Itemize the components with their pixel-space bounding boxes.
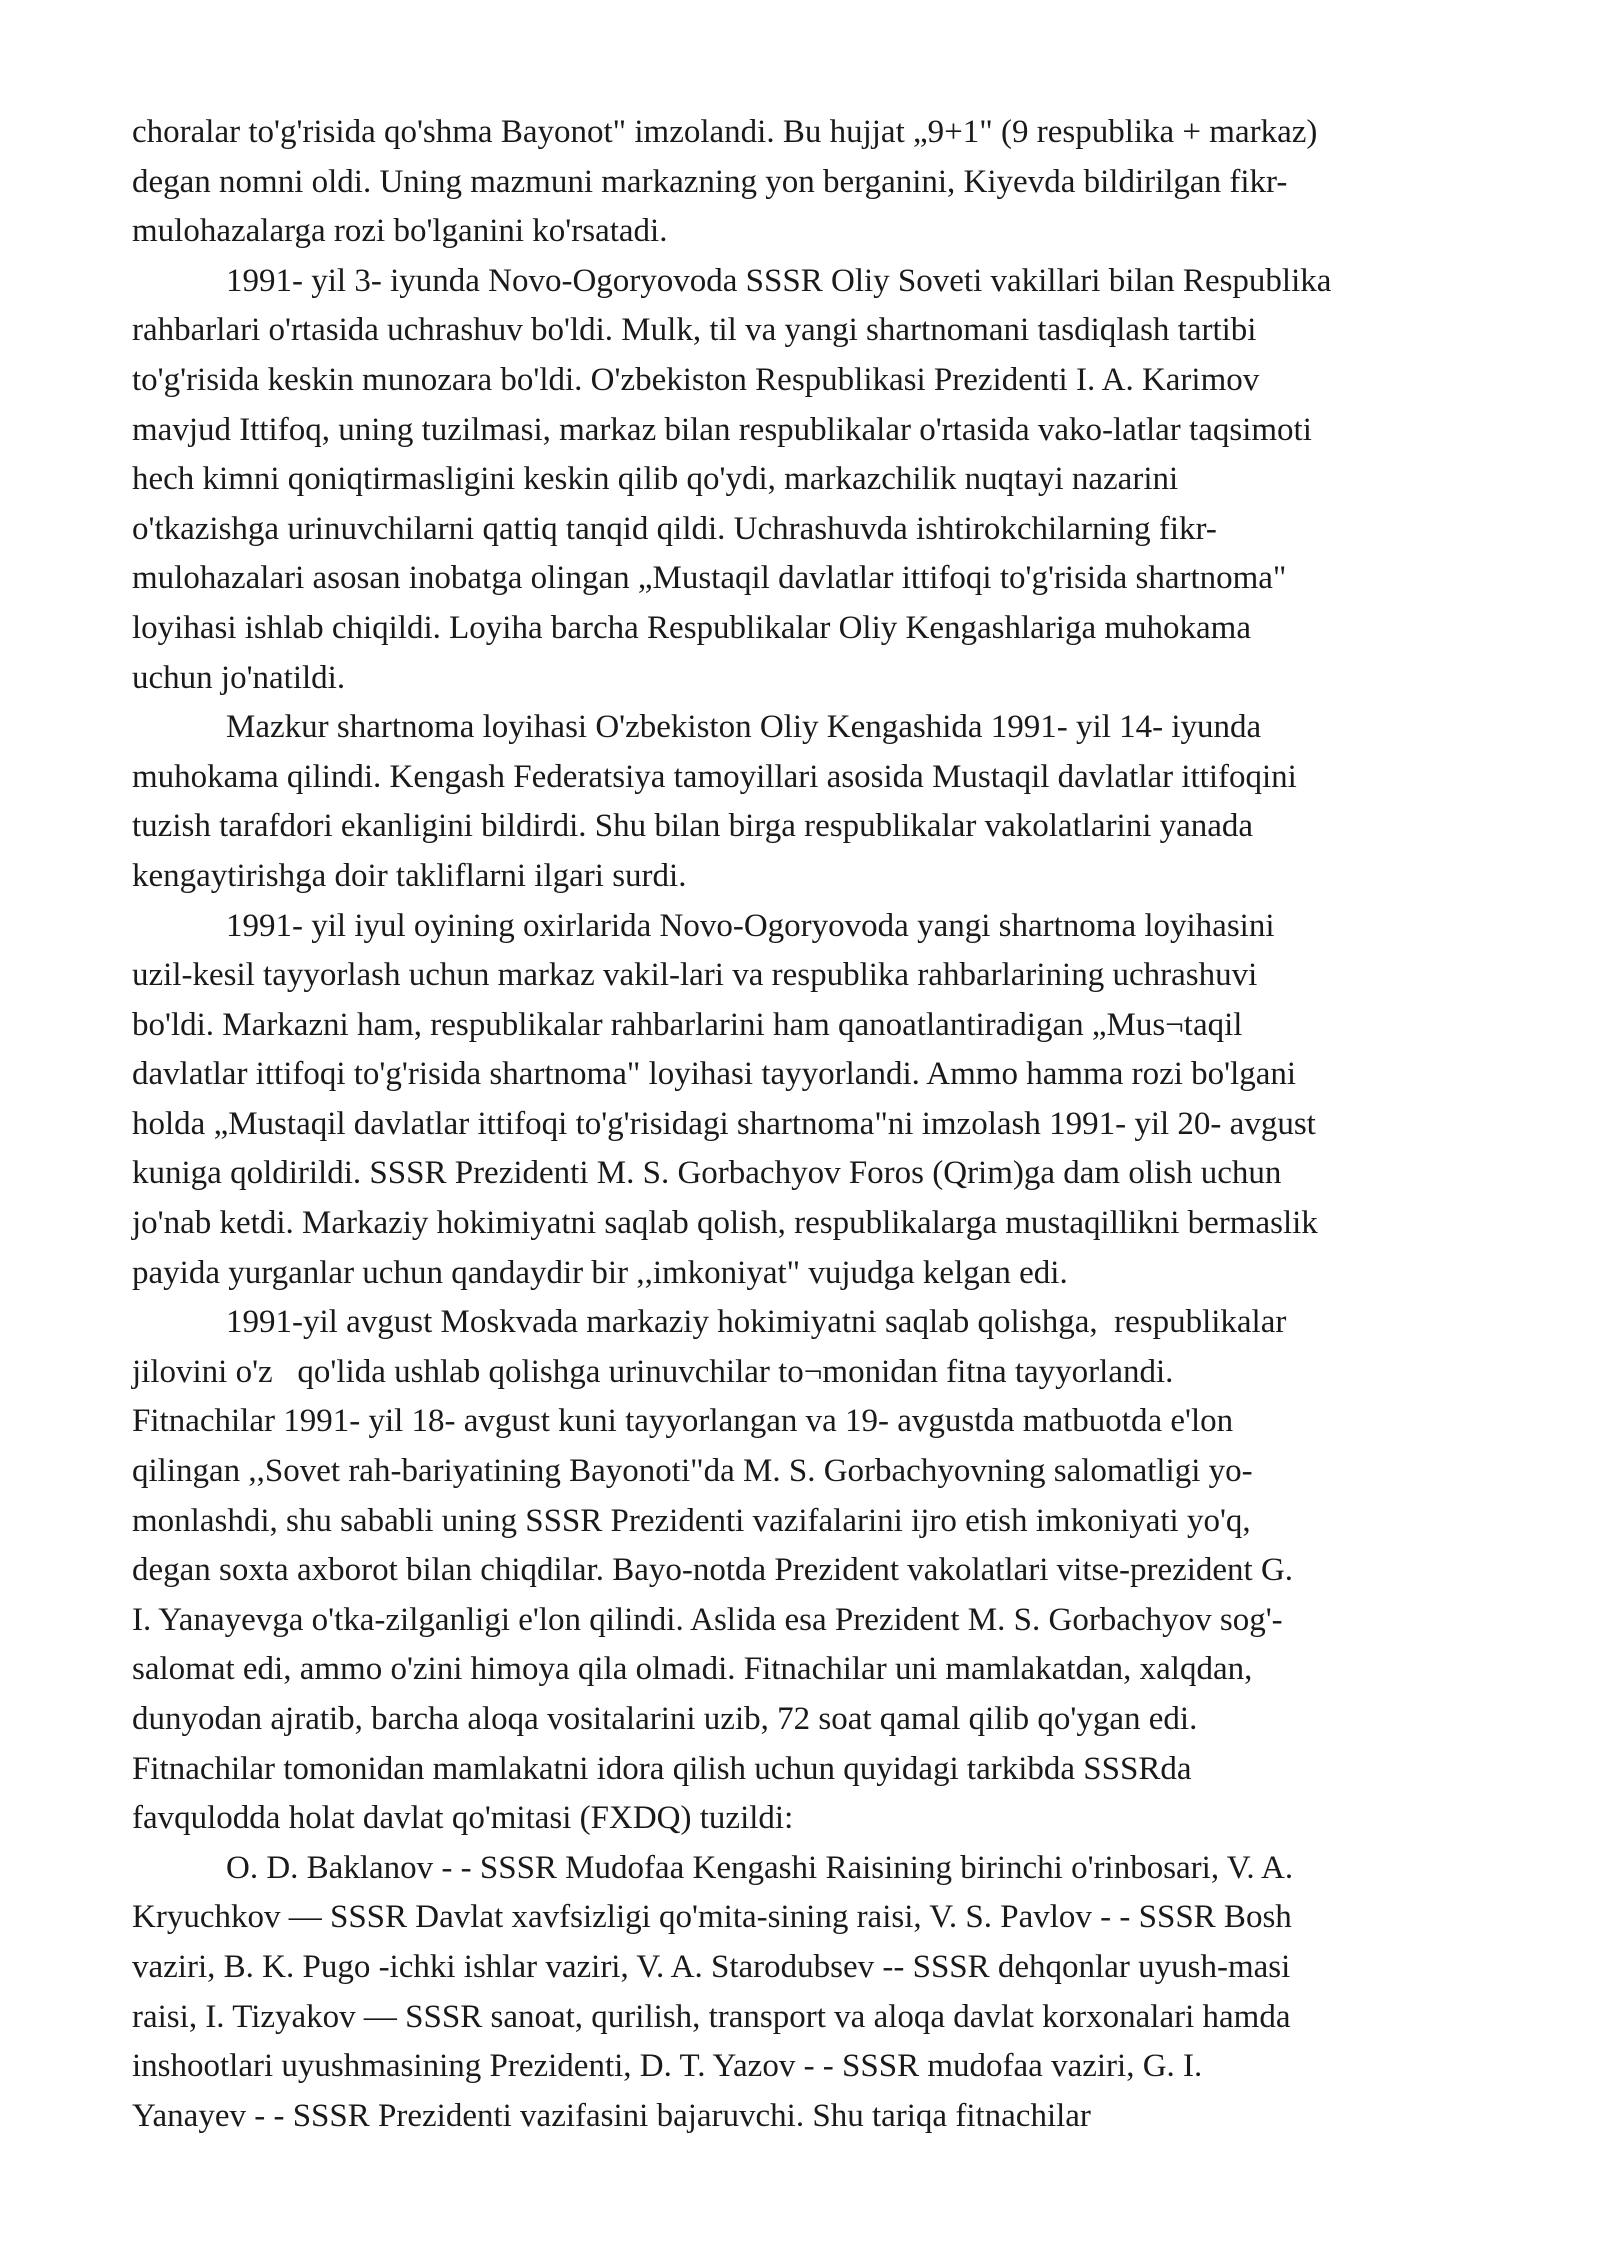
text-line: choralar to'g'risida qo'shma Bayonot" imzolandi. Bu hujjat „9+1" (9 respublika + markaz)	[132, 114, 1318, 150]
text-line: tuzish tarafdori ekanligini bildirdi. Shu bilan birga respublikalar vakolatlarini yanada	[132, 808, 1254, 845]
text-line: jo'nab ketdi. Markaziy hokimiyatni saqlab qolish, respublikalarga mustaqillikni bermaslik	[132, 1205, 1318, 1242]
text-line: mulohazalarga rozi bo'lganini ko'rsatadi.	[132, 213, 668, 250]
text-line: to'g'risida keskin munozara bo'ldi. O'zbekiston Respublikasi Prezidenti I. A. Karimov	[132, 361, 1260, 398]
text-line: mavjud Ittifoq, uning tuzilmasi, markaz bilan respublikalar o'rtasida vako-latlar taqsimoti	[132, 411, 1312, 448]
text-line: o'tkazishga urinuvchilarni qattiq tanqid qildi. Uchrashuvda ishtirokchilarning fikr-	[132, 510, 1217, 547]
text-line: kengaytirishga doir takliflarni ilgari surdi.	[132, 857, 687, 894]
text-line: dunyodan ajratib, barcha aloqa vositalarini uzib, 72 soat qamal qilib qo'ygan edi.	[132, 1701, 1198, 1737]
text-line: Yanayev - - SSSR Prezidenti vazifasini bajaruvchi. Shu tariqa fitnachilar	[132, 2097, 1091, 2134]
text-line: payida yurganlar uchun qandaydir bir ,,imkoniyat" vujudga kelgan edi.	[132, 1254, 1068, 1291]
paragraph-first-line: 1991- yil 3- iyunda Novo-Ogoryovoda SSSR Oliy Soveti vakillari bilan Respublika	[226, 262, 1332, 299]
text-line: Kryuchkov — SSSR Davlat xavfsizligi qo'mita-sining raisi, V. S. Pavlov - - SSSR Bosh	[132, 1899, 1292, 1936]
text-line: degan soxta axborot bilan chiqdilar. Bayo-notda Prezident vakolatlari vitse-prezident G.	[132, 1552, 1294, 1589]
text-line: uzil-kesil tayyorlash uchun markaz vakil-lari va respublika rahbarlarining uchrashuvi	[132, 957, 1258, 994]
text-line: mulohazalari asosan inobatga olingan „Mustaqil davlatlar ittifoqi to'g'risida shartnoma"	[132, 560, 1287, 597]
text-line: holda „Mustaqil davlatlar ittifoqi to'g'risidagi shartnoma"ni imzolash 1991- yil 20- avgust	[132, 1105, 1316, 1142]
text-line: I. Yanayevga o'tka-zilganligi e'lon qilindi. Aslida esa Prezident M. S. Gorbachyov sog'-	[132, 1601, 1283, 1638]
text-line: uchun jo'natildi.	[132, 659, 346, 696]
text-line: degan nomni oldi. Uning mazmuni markazning yon berganini, Kiyevda bildirilgan fikr-	[132, 163, 1288, 200]
text-line: vaziri, B. K. Pugo -ichki ishlar vaziri, V. A. Starodubsev -- SSSR dehqonlar uyush-masi	[132, 1948, 1291, 1985]
text-line: Fitnachilar tomonidan mamlakatni idora qilish uchun quyidagi tarkibda SSSRda	[132, 1750, 1192, 1787]
paragraph-first-line: Mazkur shartnoma loyihasi O'zbekiston Oliy Kengashida 1991- yil 14- iyunda	[226, 709, 1262, 746]
text-line: favqulodda holat davlat qo'mitasi (FXDQ) tuzildi:	[132, 1800, 794, 1837]
text-line: davlatlar ittifoqi to'g'risida shartnoma" loyihasi tayyorlandi. Ammo hamma rozi bo'lgani	[132, 1056, 1297, 1093]
text-line: qilingan ,,Sovet rah-bariyatining Bayonoti"da M. S. Gorbachyovning salomatligi yo-	[132, 1453, 1253, 1490]
text-line: rahbarlari o'rtasida uchrashuv bo'ldi. Mulk, til va yangi shartnomani tasdiqlash tartibi	[132, 312, 1257, 349]
text-line: salomat edi, ammo o'zini himoya qila olmadi. Fitnachilar uni mamlakatdan, xalqdan,	[132, 1651, 1253, 1688]
text-line: jilovini o'z qo'lida ushlab qolishga urinuvchilar to¬monidan fitna tayyorlandi.	[132, 1353, 1174, 1390]
text-line: Fitnachilar 1991- yil 18- avgust kuni tayyorlangan va 19- avgustda matbuotda e'lon	[132, 1403, 1234, 1440]
text-line: loyihasi ishlab chiqildi. Loyiha barcha Respublikalar Oliy Kengashlariga muhokama	[132, 609, 1251, 646]
text-line: muhokama qilindi. Kengash Federatsiya tamoyillari asosida Mustaqil davlatlar ittifoqini	[132, 758, 1297, 795]
text-line: monlashdi, shu sababli uning SSSR Prezidenti vazifalarini ijro etish imkoniyati yo'q,	[132, 1502, 1251, 1539]
paragraph-first-line: 1991- yil iyul oyining oxirlarida Novo-Ogoryovoda yangi shartnoma loyihasini	[226, 907, 1275, 944]
paragraph-first-line: O. D. Baklanov - - SSSR Mudofaa Kengashi Raisining birinchi o'rinbosari, V. A.	[226, 1849, 1294, 1886]
text-line: inshootlari uyushmasining Prezidenti, D. T. Yazov - - SSSR mudofaa vaziri, G. I.	[132, 2048, 1203, 2085]
document-page	[132, 108, 1502, 2141]
text-line: kuniga qoldirildi. SSSR Prezidenti M. S. Gorbachyov Foros (Qrim)ga dam olish uchun	[132, 1155, 1282, 1192]
text-line: hech kimni qoniqtirmasligini keskin qilib qo'ydi, markazchilik nuqtayi nazarini	[132, 461, 1179, 498]
paragraph-first-line: 1991-yil avgust Moskvada markaziy hokimiyatni saqlab qolishga, respublikalar	[226, 1304, 1287, 1341]
text-line: bo'ldi. Markazni ham, respublikalar rahbarlarini ham qanoatlantiradigan „Mus¬taqil	[132, 1006, 1243, 1043]
text-line: raisi, I. Tizyakov — SSSR sanoat, qurilish, transport va aloqa davlat korxonalari hamda	[132, 1998, 1291, 2035]
